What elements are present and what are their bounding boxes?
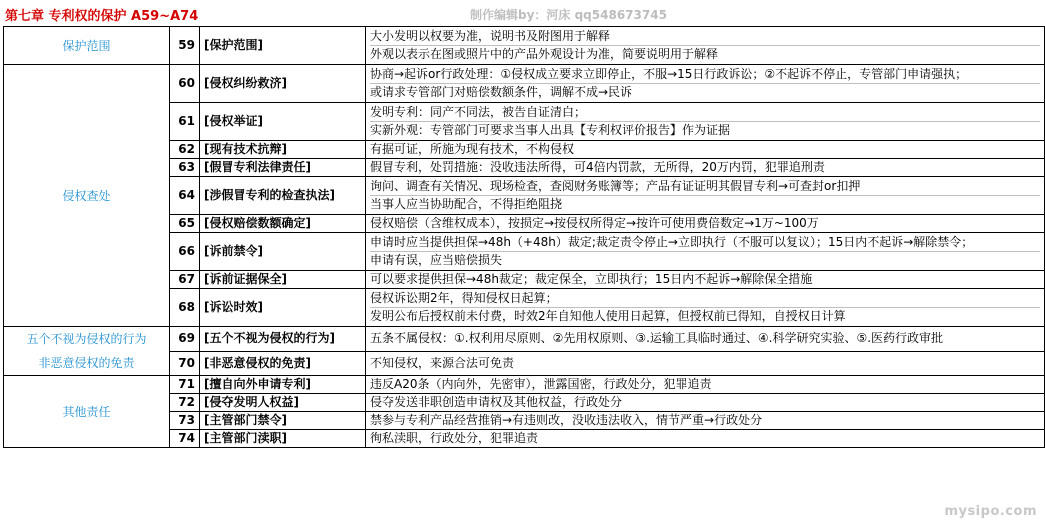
article-topic: [五个不视为侵权的行为]	[200, 327, 366, 352]
category-exemptions: 五个不视为侵权的行为 非恶意侵权的免责	[4, 327, 170, 376]
article-topic: [侵夺发明人权益]	[200, 394, 366, 412]
table-row	[4, 27, 1045, 65]
table-row	[4, 65, 1045, 103]
article-number: 66	[170, 233, 200, 271]
article-topic: [主管部门渎职]	[200, 430, 366, 448]
article-description: 侵夺发送非职创造申请权及其他权益，行政处分	[366, 394, 1045, 412]
category-infringement: 侵权查处	[4, 65, 170, 327]
article-topic: [现有技术抗辩]	[200, 141, 366, 159]
article-description: 可以要求提供担保→48h裁定；裁定保全，立即执行；15日内不起诉→解除保全措施	[366, 271, 1045, 289]
article-topic: [诉讼时效]	[200, 289, 366, 327]
article-description: 不知侵权，来源合法可免责	[366, 351, 1045, 376]
article-topic: [假冒专利法律责任]	[200, 159, 366, 177]
article-topic: [诉前证据保全]	[200, 271, 366, 289]
article-number: 73	[170, 412, 200, 430]
article-description: 侵权诉讼期2年，得知侵权日起算； 发明公布后授权前未付费，时效2年自知他人使用日起算，但授权前已得知，自授权日计算	[366, 289, 1045, 327]
chapter-title: 第七章 专利权的保护 A59~A74	[5, 9, 199, 24]
article-topic: [侵权赔偿数额确定]	[200, 215, 366, 233]
article-topic: [主管部门禁令]	[200, 412, 366, 430]
article-number: 72	[170, 394, 200, 412]
article-topic: [擅自向外申请专利]	[200, 376, 366, 394]
article-number: 71	[170, 376, 200, 394]
article-topic: [诉前禁令]	[200, 233, 366, 271]
article-number: 59	[170, 27, 200, 65]
article-number: 68	[170, 289, 200, 327]
article-number: 61	[170, 103, 200, 141]
article-number: 69	[170, 327, 200, 352]
article-description: 徇私渎职，行政处分，犯罪追责	[366, 430, 1045, 448]
article-description: 大小发明以权要为准，说明书及附图用于解释 外观以表示在图或照片中的产品外观设计为准，简要说明用于解释	[366, 27, 1045, 65]
article-number: 60	[170, 65, 200, 103]
article-number: 63	[170, 159, 200, 177]
article-topic: [涉假冒专利的检查执法]	[200, 177, 366, 215]
category-scope: 保护范围	[4, 27, 170, 65]
article-number: 70	[170, 351, 200, 376]
header-bar	[0, 0, 1045, 26]
article-description: 违反A20条（内向外，先密审），泄露国密，行政处分，犯罪追责	[366, 376, 1045, 394]
article-number: 65	[170, 215, 200, 233]
article-number: 62	[170, 141, 200, 159]
article-description: 申请时应当提供担保→48h（+48h）裁定;裁定责令停止→立即执行（不服可以复议）；15日内不起诉→解除禁令； 申请有误，应当赔偿损失	[366, 233, 1045, 271]
watermark: mysipo.com	[944, 504, 1037, 519]
article-topic: [非恶意侵权的免责]	[200, 351, 366, 376]
category-other: 其他责任	[4, 376, 170, 448]
article-number: 64	[170, 177, 200, 215]
article-description: 发明专利：同产不同法，被告自证清白； 实新外观：专管部门可要求当事人出具【专利权评价报告】作为证据	[366, 103, 1045, 141]
article-number: 74	[170, 430, 200, 448]
article-description: 有据可证，所施为现有技术，不构侵权	[366, 141, 1045, 159]
table-row	[4, 327, 1045, 352]
summary-table	[3, 26, 1045, 448]
article-description: 询问、调查有关情况、现场检查，查阅财务账簿等；产品有证证明其假冒专利→可查封or扣押 当事人应当协助配合，不得拒绝阻挠	[366, 177, 1045, 215]
article-topic: [侵权纠纷救济]	[200, 65, 366, 103]
article-description: 协商→起诉or行政处理：①侵权成立要求立即停止，不服→15日行政诉讼；②不起诉不停止，专管部门申请强执； 或请求专管部门对赔偿数额条件，调解不成→民诉	[366, 65, 1045, 103]
article-number: 67	[170, 271, 200, 289]
article-topic: [侵权举证]	[200, 103, 366, 141]
article-description: 假冒专利，处罚措施：没收违法所得，可4倍内罚款，无所得，20万内罚，犯罪追刑责	[366, 159, 1045, 177]
table-row	[4, 376, 1045, 394]
article-description: 侵权赔偿（含维权成本），按损定→按侵权所得定→按许可使用费倍数定→1万~100万	[366, 215, 1045, 233]
article-description: 五条不属侵权：①.权利用尽原则、②先用权原则、③.运输工具临时通过、④.科学研究实验、⑤.医药行政审批	[366, 327, 1045, 352]
article-description: 禁参与专利产品经营推销→有违则改，没收违法收入，情节严重→行政处分	[366, 412, 1045, 430]
article-topic: [保护范围]	[200, 27, 366, 65]
credit-text: 制作编辑by：河床 qq548673745	[470, 8, 667, 22]
